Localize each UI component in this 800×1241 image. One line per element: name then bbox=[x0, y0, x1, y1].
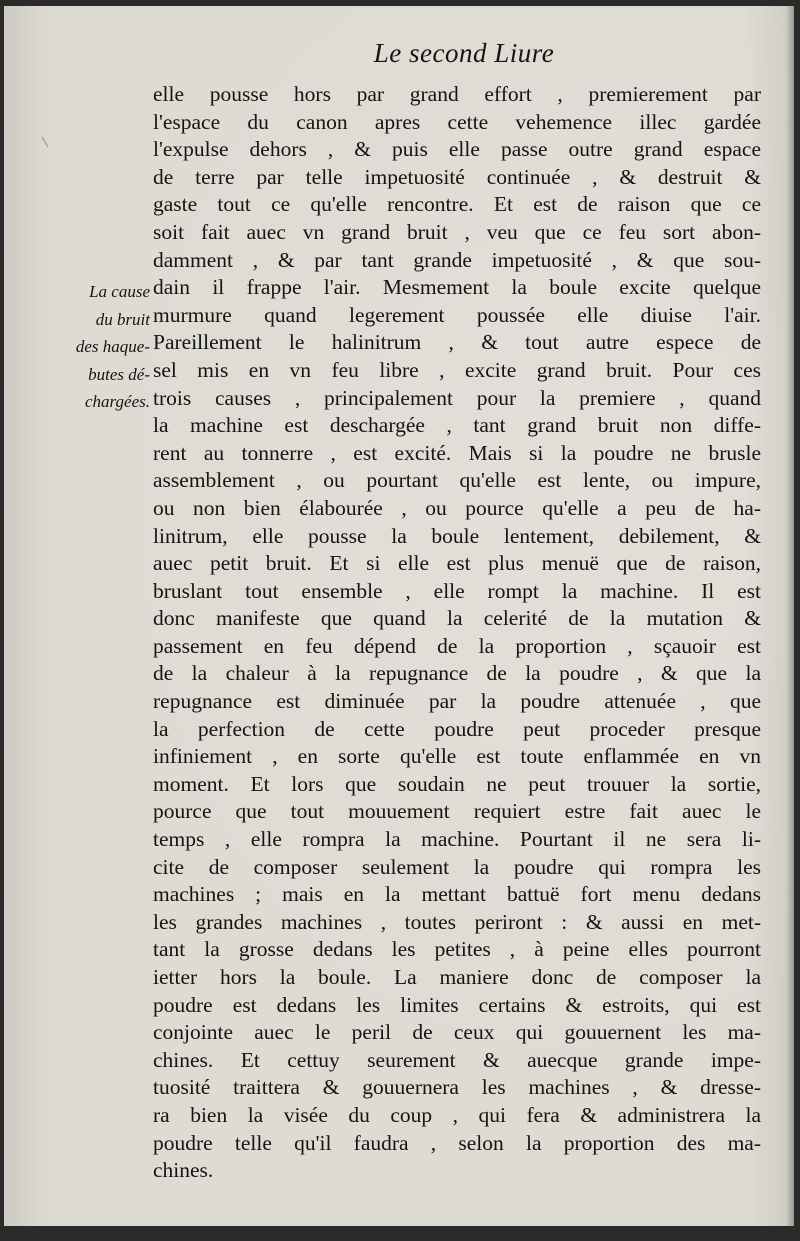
running-head: Le second Liure bbox=[373, 38, 555, 68]
text-line: murmure quand legerement poussée elle diuise l'air. bbox=[153, 302, 761, 327]
text-line: ou non bien élabourée , ou pource qu'elle a peu de ha- bbox=[153, 495, 761, 520]
text-line: machines ; mais en la mettant battuë fort menu dedans bbox=[153, 882, 761, 907]
text-line: trois causes , principalement pour la premiere , quand bbox=[153, 385, 761, 410]
text-line: donc manifeste que quand la celerité de la mutation & bbox=[153, 606, 761, 631]
text-line: dain il frappe l'air. Mesmement la boule excite quelque bbox=[153, 275, 761, 300]
text-line: la machine est deschargée , tant grand bruit non diffe- bbox=[153, 413, 761, 438]
text-line: pource que tout mouuement requiert estre fait auec le bbox=[153, 799, 761, 824]
text-line: de la chaleur à la repugnance de la poudre , & que la bbox=[153, 661, 761, 686]
text-line: ietter hors la boule. La maniere donc de composer la bbox=[153, 965, 761, 989]
text-line: rent au tonnerre , est excité. Mais si la poudre ne brusle bbox=[153, 440, 761, 465]
text-line: poudre est dedans les limites certains & estroits, qui est bbox=[153, 992, 761, 1017]
text-line: l'expulse dehors , & puis elle passe outre grand espace bbox=[153, 137, 761, 162]
text-line: ra bien la visée du coup , qui fera & administrera la bbox=[153, 1102, 761, 1127]
text-line: l'espace du canon apres cette vehemence illec gardée bbox=[153, 109, 761, 134]
text-line: passement en feu dépend de la proportion , sçauoir est bbox=[153, 633, 761, 658]
text-line: moment. Et lors que soudain ne peut trouuer la sortie, bbox=[153, 771, 761, 796]
margin-note-line: butes dé- bbox=[88, 364, 150, 384]
text-line: damment , & par tant grande impetuosité , & que sou- bbox=[153, 247, 761, 272]
text-line: auec petit bruit. Et si elle est plus menuë que de raison, bbox=[153, 551, 761, 576]
text-line: Pareillement le halinitrum , & tout autre espece de bbox=[153, 330, 761, 355]
text-line: la perfection de cette poudre peut proceder presque bbox=[153, 716, 761, 741]
text-line: sel mis en vn feu libre , excite grand bruit. Pour ces bbox=[153, 357, 761, 382]
book-page bbox=[4, 6, 794, 1226]
text-line: chines. Et cettuy seurement & auecque grande impe- bbox=[153, 1047, 761, 1072]
ink-mark bbox=[42, 133, 56, 148]
text-line: soit fait auec vn grand bruit , veu que ce feu sort abon- bbox=[153, 219, 761, 244]
text-line: gaste tout ce qu'elle rencontre. Et est de raison que ce bbox=[153, 192, 761, 217]
text-line: conjointe auec le peril de ceux qui gouuernent les ma- bbox=[153, 1020, 761, 1045]
text-line: de terre par telle impetuosité continuée , & destruit & bbox=[153, 164, 761, 189]
text-line: tuosité traittera & gouuernera les machines , & dresse- bbox=[153, 1075, 761, 1100]
margin-note-line: du bruit bbox=[95, 309, 150, 329]
text-line: linitrum, elle pousse la boule lentement, debilement, & bbox=[153, 523, 761, 548]
margin-note bbox=[40, 278, 150, 416]
text-line: elle pousse hors par grand effort , premierement par bbox=[153, 82, 761, 106]
text-line: bruslant tout ensemble , elle rompt la machine. Il est bbox=[153, 578, 761, 603]
text-line: les grandes machines , toutes periront : & aussi en met- bbox=[153, 909, 761, 934]
text-line: poudre telle qu'il faudra , selon la proportion des ma- bbox=[153, 1130, 761, 1155]
body-text bbox=[153, 81, 761, 1185]
text-line: repugnance est diminuée par la poudre attenuée , que bbox=[153, 689, 761, 714]
text-line: cite de composer seulement la poudre qui rompra les bbox=[153, 854, 761, 879]
text-line: assemblement , ou pourtant qu'elle est lente, ou impure, bbox=[153, 468, 761, 493]
margin-note-line: des haque- bbox=[75, 337, 150, 357]
margin-note-line: La cause bbox=[89, 282, 150, 301]
margin-note-line: chargées. bbox=[85, 392, 150, 412]
text-line: temps , elle rompra la machine. Pourtant il ne sera li- bbox=[153, 827, 761, 852]
text-line: tant la grosse dedans les petites , à peine elles pourront bbox=[153, 937, 761, 962]
text-line: infiniement , en sorte qu'elle est toute enflammée en vn bbox=[153, 744, 761, 769]
page-edge-shadow bbox=[786, 6, 794, 1226]
text-line: chines. bbox=[153, 1158, 214, 1183]
